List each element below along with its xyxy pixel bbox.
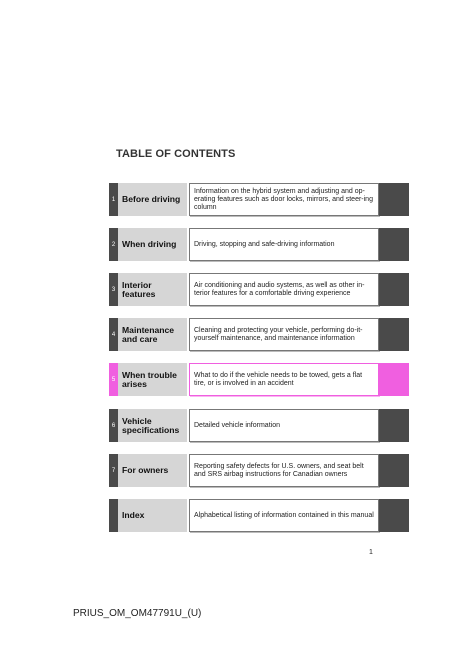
section-side-tab: [379, 228, 409, 261]
document-footer: PRIUS_OM_OM47791U_(U): [73, 608, 202, 619]
section-heading-box: [118, 228, 187, 261]
toc-row-when-driving[interactable]: [109, 228, 409, 261]
section-heading: Vehicle specifications: [122, 415, 180, 435]
section-tab: [109, 499, 118, 532]
section-description: What to do if the vehicle needs to be towed, gets a flat tire, or is involved in an accident: [194, 371, 363, 387]
section-side-tab: [379, 363, 409, 396]
section-description-box: [189, 183, 379, 216]
section-description-box: [189, 499, 379, 532]
section-heading-box: [118, 183, 187, 216]
section-tab: 2: [109, 228, 118, 261]
page-title: TABLE OF CONTENTS: [116, 148, 236, 160]
section-description: Information on the hybrid system and adjusting and op-erating features such as door locks, mirrors, and steer-ing column: [194, 187, 373, 211]
section-side-tab: [379, 183, 409, 216]
toc-row-for-owners[interactable]: [109, 454, 409, 487]
section-description: Detailed vehicle information: [194, 421, 280, 429]
section-heading: Before driving: [122, 194, 181, 204]
section-description-box: [189, 409, 379, 442]
section-heading-box: [118, 409, 187, 442]
page-number: 1: [369, 549, 373, 556]
section-heading: When driving: [122, 239, 177, 249]
section-description: Alphabetical listing of information contained in this manual: [194, 511, 374, 519]
toc-row-before-driving[interactable]: [109, 183, 409, 216]
section-heading: Index: [122, 510, 145, 520]
section-heading: Maintenance and care: [122, 324, 175, 344]
section-description: Cleaning and protecting your vehicle, performing do-it-yourself maintenance, and maintenance information: [194, 326, 363, 342]
section-description-box: [189, 318, 379, 351]
section-side-tab: [379, 454, 409, 487]
section-heading-box: [118, 318, 187, 351]
section-tab: 3: [109, 273, 118, 306]
section-description: Air conditioning and audio systems, as well as other in-terior features for a comfortable driving experience: [194, 281, 365, 297]
toc-row-vehicle-specifications[interactable]: [109, 409, 409, 442]
section-description: Reporting safety defects for U.S. owners, and seat belt and SRS airbag instructions for Canadian owners: [194, 462, 364, 478]
section-heading-box: [118, 499, 187, 532]
section-heading: For owners: [122, 465, 169, 475]
section-description-box: [189, 228, 379, 261]
section-heading: When trouble arises: [122, 369, 177, 389]
section-side-tab: [379, 273, 409, 306]
toc-row-when-trouble-arises[interactable]: [109, 363, 409, 396]
section-heading-box: [118, 273, 187, 306]
section-tab: 7: [109, 454, 118, 487]
section-tab: 6: [109, 409, 118, 442]
section-description: Driving, stopping and safe-driving information: [194, 240, 335, 248]
section-description-box: [189, 273, 379, 306]
section-tab: 5: [109, 363, 118, 396]
section-side-tab: [379, 318, 409, 351]
section-tab: 4: [109, 318, 118, 351]
section-heading-box: [118, 363, 187, 396]
section-heading-box: [118, 454, 187, 487]
section-tab: 1: [109, 183, 118, 216]
toc-row-interior-features[interactable]: [109, 273, 409, 306]
section-description-box: [189, 363, 379, 396]
toc-row-maintenance-and-care[interactable]: [109, 318, 409, 351]
section-side-tab: [379, 499, 409, 532]
section-description-box: [189, 454, 379, 487]
toc-row-index[interactable]: [109, 499, 409, 532]
section-heading: Interior features: [122, 279, 156, 299]
section-side-tab: [379, 409, 409, 442]
